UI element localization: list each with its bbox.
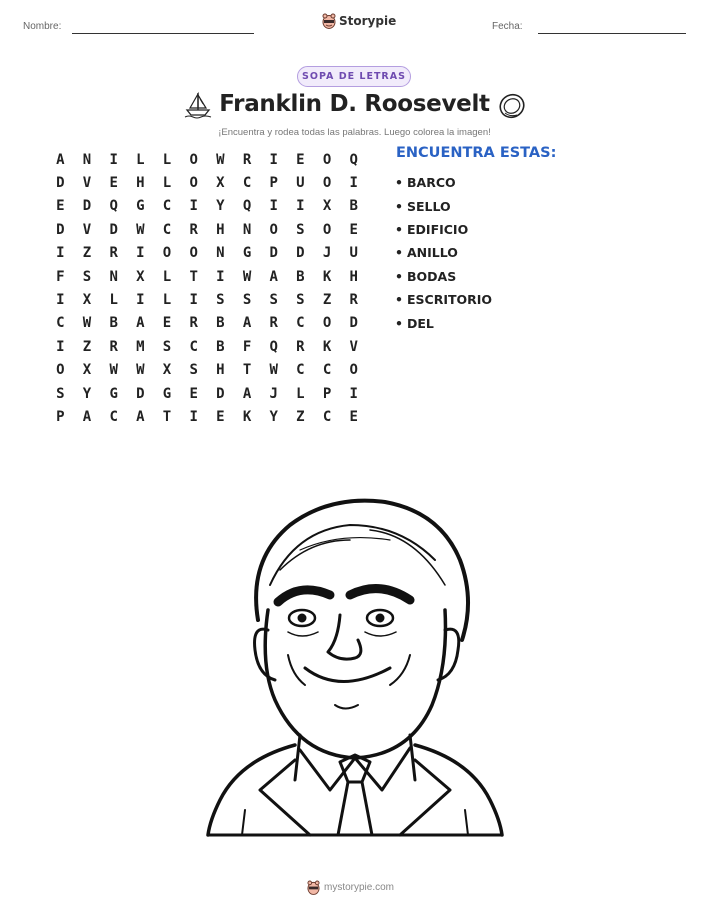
- grid-letter[interactable]: V: [349, 338, 358, 355]
- grid-letter[interactable]: I: [189, 292, 198, 309]
- grid-row: [47, 148, 367, 171]
- bullet: •: [395, 175, 403, 191]
- word-list: [395, 171, 492, 335]
- bullet: •: [395, 315, 403, 331]
- grid-letter[interactable]: A: [82, 408, 92, 425]
- name-line[interactable]: [72, 33, 254, 34]
- grid-letter[interactable]: H: [349, 268, 358, 285]
- grid-letter[interactable]: X: [162, 362, 172, 379]
- grid-letter[interactable]: R: [189, 221, 198, 238]
- grid-letter[interactable]: O: [322, 151, 332, 168]
- word-label: BARCO: [407, 175, 456, 191]
- grid-letter[interactable]: I: [136, 245, 145, 262]
- grid-row: [47, 335, 367, 358]
- grid-letter[interactable]: N: [109, 268, 118, 285]
- grid-letter[interactable]: P: [322, 385, 332, 402]
- grid-letter[interactable]: F: [56, 268, 65, 285]
- grid-letter[interactable]: G: [109, 385, 118, 402]
- grid-letter[interactable]: S: [296, 221, 305, 238]
- grid-letter[interactable]: S: [56, 385, 65, 402]
- word-list-item: [395, 311, 492, 334]
- grid-letter[interactable]: S: [216, 292, 225, 309]
- grid-letter[interactable]: I: [296, 198, 305, 215]
- grid-letter[interactable]: S: [242, 292, 252, 309]
- grid-letter[interactable]: K: [322, 338, 332, 355]
- grid-letter[interactable]: B: [109, 315, 118, 332]
- grid-letter[interactable]: A: [242, 315, 252, 332]
- grid-letter[interactable]: L: [162, 151, 172, 168]
- grid-letter[interactable]: T: [189, 268, 198, 285]
- grid-letter[interactable]: C: [242, 175, 252, 192]
- grid-row: [47, 312, 367, 335]
- word-list-item: [395, 241, 492, 264]
- grid-letter[interactable]: O: [322, 315, 332, 332]
- word-label: EDIFICIO: [407, 221, 469, 237]
- grid-letter[interactable]: I: [269, 151, 278, 168]
- grid-letter[interactable]: Y: [82, 385, 92, 402]
- word-label: ESCRITORIO: [407, 292, 493, 308]
- grid-letter[interactable]: Q: [242, 198, 252, 215]
- storypie-mascot-icon: [322, 13, 336, 29]
- page-title: Franklin D. Roosevelt: [219, 91, 490, 117]
- grid-letter[interactable]: R: [109, 245, 118, 262]
- grid-letter[interactable]: W: [216, 151, 225, 168]
- grid-letter[interactable]: M: [136, 338, 145, 355]
- grid-letter[interactable]: V: [82, 221, 92, 238]
- grid-letter[interactable]: E: [56, 198, 65, 215]
- grid-letter[interactable]: U: [296, 175, 305, 192]
- grid-letter[interactable]: C: [189, 338, 198, 355]
- grid-letter[interactable]: E: [296, 151, 305, 168]
- grid-letter[interactable]: W: [136, 221, 145, 238]
- word-label: BODAS: [407, 268, 457, 284]
- grid-row: [47, 218, 367, 241]
- grid-letter[interactable]: D: [56, 221, 65, 238]
- grid-letter[interactable]: X: [136, 268, 145, 285]
- grid-letter[interactable]: D: [82, 198, 92, 215]
- grid-letter[interactable]: D: [136, 385, 145, 402]
- ring-icon: [497, 91, 527, 121]
- grid-letter[interactable]: Z: [82, 245, 92, 262]
- grid-letter[interactable]: I: [136, 292, 145, 309]
- grid-row: [47, 195, 367, 218]
- grid-letter[interactable]: P: [269, 175, 278, 192]
- word-list-item: [395, 171, 492, 194]
- grid-letter[interactable]: J: [269, 385, 278, 402]
- grid-letter[interactable]: C: [322, 362, 332, 379]
- grid-row: [47, 288, 367, 311]
- grid-letter[interactable]: Z: [82, 338, 92, 355]
- grid-letter[interactable]: O: [162, 245, 172, 262]
- grid-letter[interactable]: Q: [109, 198, 118, 215]
- grid-letter[interactable]: L: [296, 385, 305, 402]
- grid-letter[interactable]: S: [162, 338, 172, 355]
- grid-letter[interactable]: T: [162, 408, 172, 425]
- storypie-logo: [322, 13, 396, 29]
- grid-letter[interactable]: C: [56, 315, 65, 332]
- grid-letter[interactable]: B: [296, 268, 305, 285]
- grid-letter[interactable]: D: [296, 245, 305, 262]
- grid-letter[interactable]: I: [349, 175, 358, 192]
- word-list-item: [395, 218, 492, 241]
- word-list-item: [395, 288, 492, 311]
- grid-letter[interactable]: D: [349, 315, 358, 332]
- grid-letter[interactable]: H: [216, 221, 225, 238]
- activity-badge: SOPA DE LETRAS: [297, 66, 411, 87]
- grid-letter[interactable]: Z: [322, 292, 332, 309]
- grid-row: [47, 382, 367, 405]
- grid-letter[interactable]: D: [56, 175, 65, 192]
- grid-letter[interactable]: R: [189, 315, 198, 332]
- grid-letter[interactable]: X: [322, 198, 332, 215]
- word-list-item: [395, 265, 492, 288]
- grid-letter[interactable]: O: [269, 221, 278, 238]
- grid-letter[interactable]: C: [296, 362, 305, 379]
- grid-letter[interactable]: I: [189, 408, 198, 425]
- grid-letter[interactable]: I: [109, 151, 118, 168]
- grid-letter[interactable]: R: [242, 151, 252, 168]
- grid-row: [47, 171, 367, 194]
- grid-letter[interactable]: B: [216, 338, 225, 355]
- grid-letter[interactable]: C: [296, 315, 305, 332]
- grid-letter[interactable]: D: [269, 245, 278, 262]
- grid-letter[interactable]: X: [82, 362, 92, 379]
- grid-letter[interactable]: B: [216, 315, 225, 332]
- grid-letter[interactable]: I: [56, 245, 65, 262]
- grid-letter[interactable]: K: [242, 408, 252, 425]
- grid-letter[interactable]: D: [216, 385, 225, 402]
- date-line[interactable]: [538, 33, 686, 34]
- grid-letter[interactable]: R: [296, 338, 305, 355]
- grid-letter[interactable]: O: [349, 362, 358, 379]
- grid-letter[interactable]: I: [56, 292, 65, 309]
- bullet: •: [395, 292, 403, 308]
- grid-letter[interactable]: X: [216, 175, 225, 192]
- grid-letter[interactable]: C: [322, 408, 332, 425]
- grid-letter[interactable]: G: [242, 245, 252, 262]
- grid-letter[interactable]: O: [189, 245, 198, 262]
- grid-letter[interactable]: A: [242, 385, 252, 402]
- grid-letter[interactable]: F: [242, 338, 252, 355]
- grid-letter[interactable]: I: [269, 198, 278, 215]
- grid-letter[interactable]: D: [109, 221, 118, 238]
- grid-letter[interactable]: Q: [349, 151, 358, 168]
- word-label: ANILLO: [407, 245, 458, 261]
- grid-letter[interactable]: Y: [269, 408, 278, 425]
- grid-letter[interactable]: C: [162, 198, 172, 215]
- grid-letter[interactable]: S: [296, 292, 305, 309]
- bullet: •: [395, 198, 403, 214]
- grid-letter[interactable]: R: [109, 338, 118, 355]
- grid-letter[interactable]: W: [82, 315, 92, 332]
- grid-letter[interactable]: N: [82, 151, 92, 168]
- grid-letter[interactable]: L: [162, 175, 172, 192]
- grid-letter[interactable]: S: [269, 292, 278, 309]
- grid-letter[interactable]: R: [269, 315, 278, 332]
- grid-letter[interactable]: L: [136, 151, 145, 168]
- grid-letter[interactable]: N: [216, 245, 225, 262]
- grid-letter[interactable]: T: [242, 362, 252, 379]
- grid-letter[interactable]: G: [136, 198, 145, 215]
- grid-letter[interactable]: Q: [269, 338, 278, 355]
- bullet: •: [395, 268, 403, 284]
- grid-letter[interactable]: I: [56, 338, 65, 355]
- grid-letter[interactable]: J: [322, 245, 332, 262]
- grid-letter[interactable]: O: [56, 362, 65, 379]
- grid-letter[interactable]: R: [349, 292, 358, 309]
- word-list-item: [395, 194, 492, 217]
- grid-letter[interactable]: H: [216, 362, 225, 379]
- word-label: SELLO: [407, 198, 451, 214]
- grid-letter[interactable]: E: [189, 385, 198, 402]
- grid-letter[interactable]: E: [349, 408, 358, 425]
- bullet: •: [395, 245, 403, 261]
- grid-row: [47, 359, 367, 382]
- grid-letter[interactable]: I: [189, 198, 198, 215]
- grid-letter[interactable]: O: [189, 151, 198, 168]
- grid-letter[interactable]: C: [109, 408, 118, 425]
- word-list-title: ENCUENTRA ESTAS:: [396, 145, 557, 161]
- grid-row: [47, 405, 367, 428]
- grid-letter[interactable]: N: [242, 221, 252, 238]
- footer: [307, 880, 394, 895]
- grid-letter[interactable]: B: [349, 198, 358, 215]
- grid-letter[interactable]: S: [189, 362, 198, 379]
- grid-letter[interactable]: L: [162, 268, 172, 285]
- name-label: Nombre:: [23, 21, 62, 32]
- grid-letter[interactable]: K: [322, 268, 332, 285]
- grid-letter[interactable]: P: [56, 408, 65, 425]
- grid-letter[interactable]: A: [56, 151, 65, 168]
- grid-letter[interactable]: E: [162, 315, 172, 332]
- grid-letter[interactable]: A: [136, 408, 145, 425]
- storypie-mascot-icon: [307, 880, 320, 895]
- grid-letter[interactable]: O: [322, 175, 332, 192]
- grid-letter[interactable]: E: [109, 175, 118, 192]
- grid-letter[interactable]: L: [162, 292, 172, 309]
- grid-letter[interactable]: S: [82, 268, 92, 285]
- brand-name: Storypie: [339, 14, 397, 28]
- grid-letter[interactable]: O: [189, 175, 198, 192]
- grid-letter[interactable]: W: [269, 362, 278, 379]
- grid-letter[interactable]: A: [136, 315, 145, 332]
- grid-letter[interactable]: L: [109, 292, 118, 309]
- grid-row: [47, 242, 367, 265]
- footer-url[interactable]: mystorypie.com: [324, 882, 395, 893]
- grid-letter[interactable]: Z: [296, 408, 305, 425]
- grid-letter[interactable]: H: [136, 175, 145, 192]
- grid-letter[interactable]: W: [109, 362, 118, 379]
- grid-row: [47, 265, 367, 288]
- word-label: DEL: [407, 315, 434, 331]
- grid-letter[interactable]: X: [82, 292, 92, 309]
- date-label: Fecha:: [492, 21, 523, 32]
- grid-letter[interactable]: W: [136, 362, 145, 379]
- grid-letter[interactable]: E: [216, 408, 225, 425]
- grid-letter[interactable]: O: [322, 221, 332, 238]
- grid-letter[interactable]: W: [242, 268, 252, 285]
- word-search-grid: [47, 148, 367, 429]
- grid-letter[interactable]: U: [349, 245, 358, 262]
- grid-letter[interactable]: I: [216, 268, 225, 285]
- grid-letter[interactable]: E: [349, 221, 358, 238]
- instructions: ¡Encuentra y rodea todas las palabras. Luego colorea la imagen!: [218, 127, 491, 138]
- grid-letter[interactable]: V: [82, 175, 92, 192]
- grid-letter[interactable]: Y: [216, 198, 225, 215]
- roosevelt-portrait-image: [200, 490, 510, 840]
- bullet: •: [395, 221, 403, 237]
- grid-letter[interactable]: A: [269, 268, 278, 285]
- grid-letter[interactable]: C: [162, 221, 172, 238]
- grid-letter[interactable]: G: [162, 385, 172, 402]
- grid-letter[interactable]: I: [349, 385, 358, 402]
